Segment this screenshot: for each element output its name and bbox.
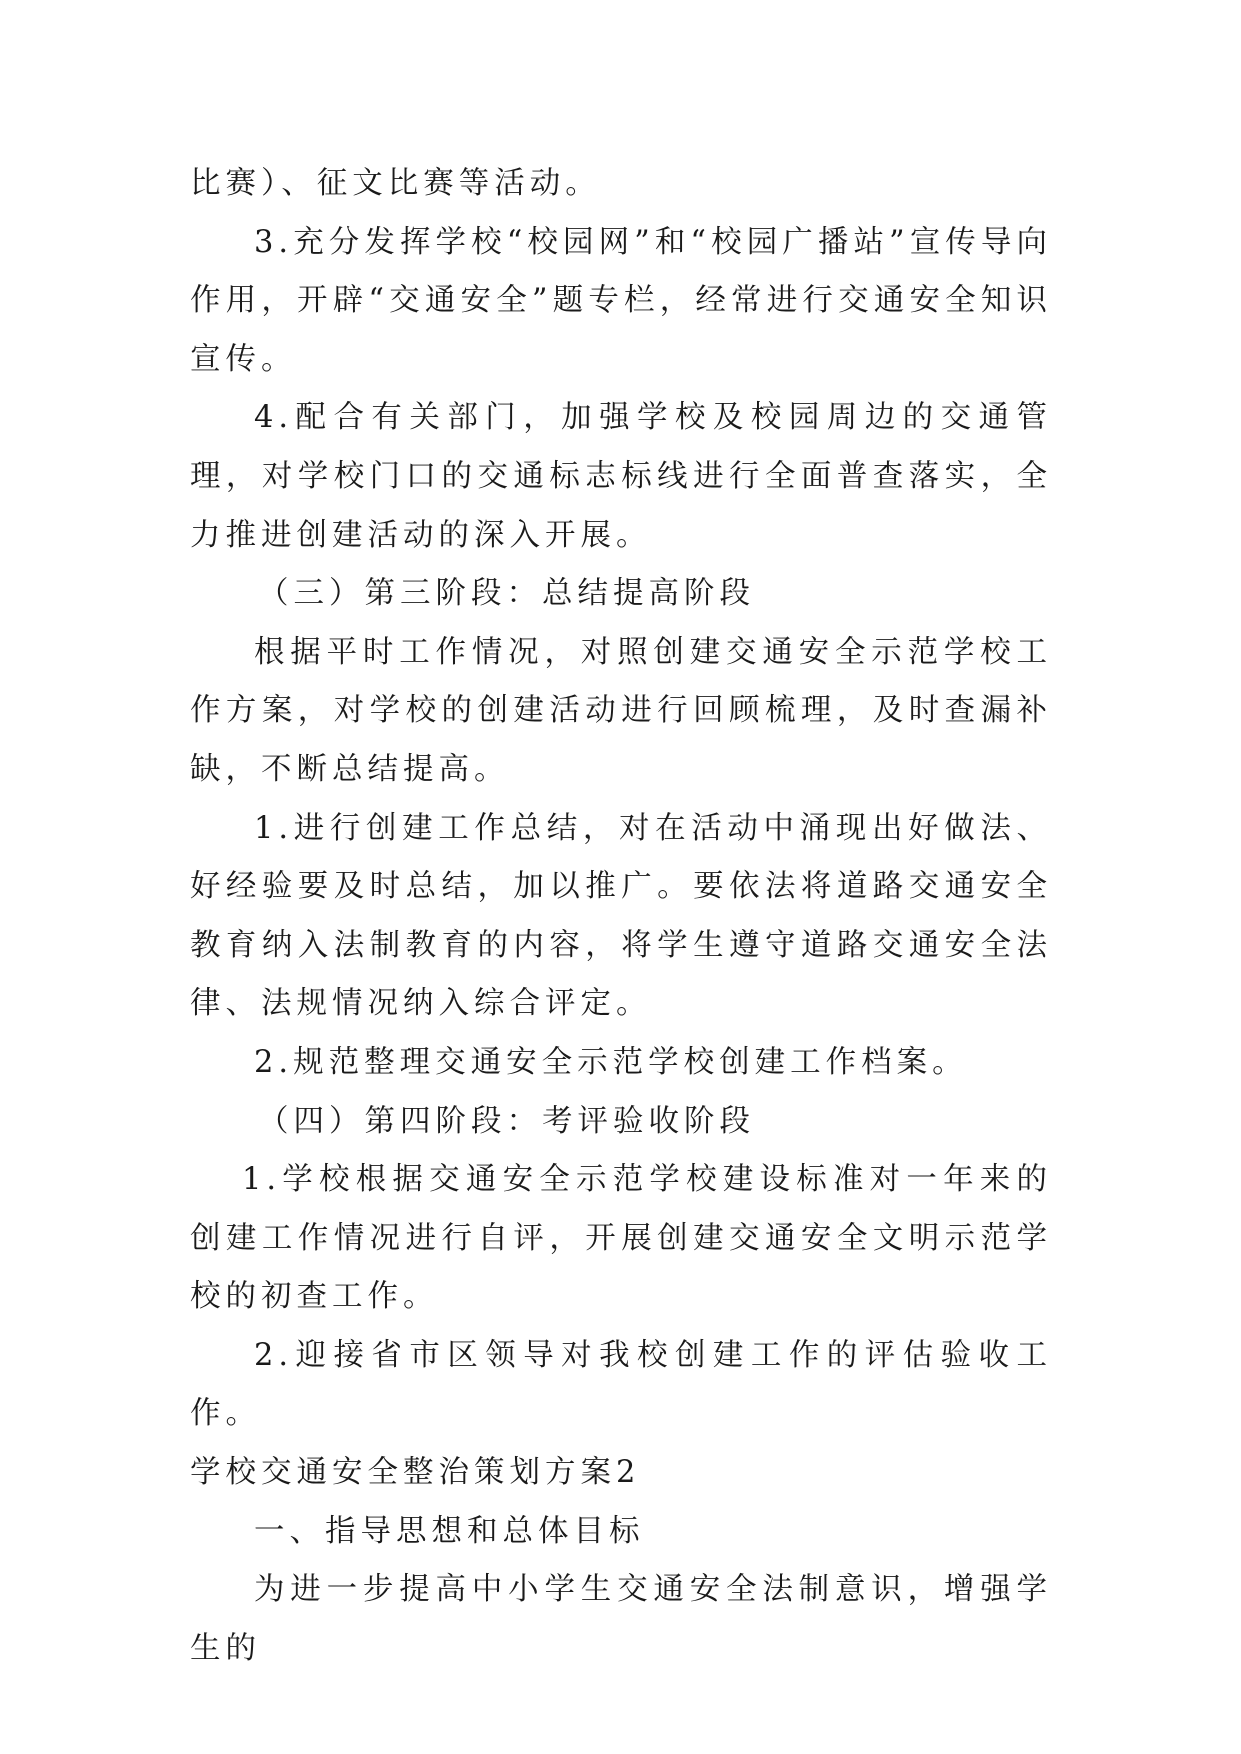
paragraph-stage-3-item-1: 1.进行创建工作总结，对在活动中涌现出好做法、好经验要及时总结，加以推广。要依法将道路交通安全教育纳入法制教育的内容，将学生遵守道路交通安全法律、法规情况纳入综合评定。: [190, 810, 1052, 1022]
paragraph-item-4: 4.配合有关部门，加强学校及校园周边的交通管理，对学校门口的交通标志标线进行全面普查落实，全力推进创建活动的深入开展。: [190, 400, 1052, 553]
document-subtitle: 学校交通安全整治策划方案2: [190, 1455, 641, 1491]
document-body: [190, 155, 1052, 1678]
paragraph-stage-3-intro: 根据平时工作情况，对照创建交通安全示范学校工作方案，对学校的创建活动进行回顾梳理，及时查漏补缺，不断总结提高。: [190, 634, 1052, 787]
section-heading-stage-3: （三）第三阶段：总结提高阶段: [258, 576, 755, 612]
section-heading-guiding-thoughts: 一、指导思想和总体目标: [254, 1513, 645, 1549]
section-heading-stage-4: （四）第四阶段：考评验收阶段: [258, 1103, 755, 1139]
paragraph-continuation: 比赛）、征文比赛等活动。: [190, 166, 601, 201]
paragraph-stage-4-item-2: 2.迎接省市区领导对我校创建工作的评估验收工作。: [190, 1337, 1052, 1432]
paragraph-guiding-thoughts: 为进一步提高中小学生交通安全法制意识，增强学生的: [190, 1572, 1052, 1666]
paragraph-stage-4-item-1: 1.学校根据交通安全示范学校建设标准对一年来的创建工作情况进行自评，开展创建交通安全文明示范学校的初查工作。: [190, 1162, 1052, 1315]
paragraph-item-3: 3.充分发挥学校“校园网”和“校园广播站”宣传导向作用，开辟“交通安全”题专栏，经常进行交通安全知识宣传。: [190, 224, 1052, 377]
paragraph-stage-3-item-2: 2.规范整理交通安全示范学校创建工作档案。: [254, 1044, 968, 1080]
